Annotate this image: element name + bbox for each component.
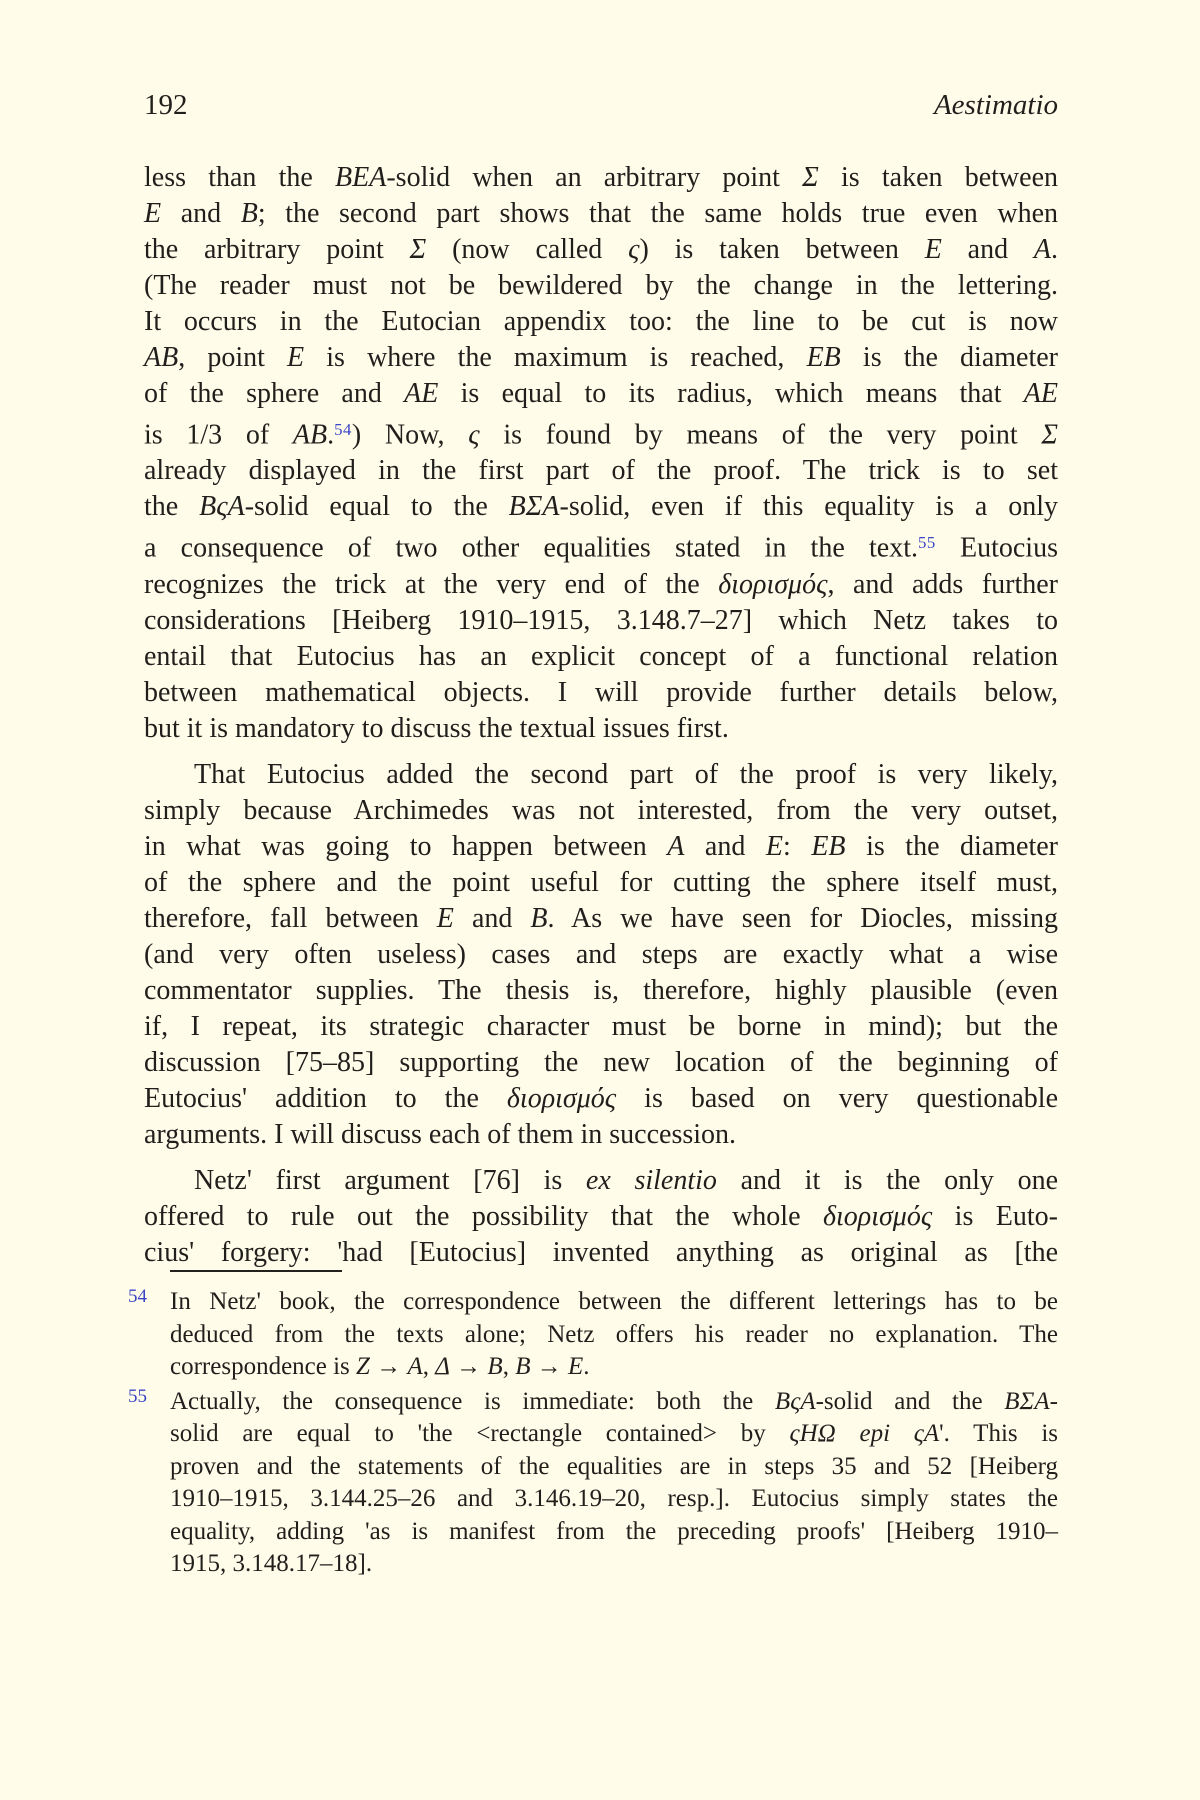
- text-run: ςHΩ: [789, 1420, 836, 1447]
- text-line: [144, 865, 1058, 901]
- text-run: →: [369, 1353, 408, 1380]
- text-line: [144, 1199, 1058, 1235]
- text-line: [144, 567, 1058, 603]
- text-line: [144, 793, 1058, 829]
- text-line: [144, 829, 1058, 865]
- text-run: AE: [404, 378, 439, 409]
- body-text: [144, 160, 1058, 1271]
- text-run: That Eutocius added the second part of the proof is very likely,: [194, 758, 1058, 790]
- footnote-item-54: [128, 1286, 1058, 1384]
- text-line: [144, 1163, 1058, 1199]
- text-line: [144, 160, 1058, 196]
- text-line: [144, 1235, 1058, 1271]
- text-run: ,: [422, 1353, 436, 1380]
- text-line: [170, 1286, 1058, 1319]
- text-line: [144, 901, 1058, 937]
- text-line: [144, 973, 1058, 1009]
- text-run: -: [1049, 1387, 1058, 1415]
- text-line: [144, 196, 1058, 232]
- text-run: , and adds further: [827, 568, 1058, 600]
- text-line: [144, 1081, 1058, 1117]
- text-run: B: [240, 198, 258, 229]
- text-run: (now called: [426, 234, 629, 265]
- footnote-marker-link[interactable]: 54: [128, 1286, 147, 1307]
- text-line: [170, 1483, 1058, 1516]
- text-run: of the sphere and the point useful for cutting the sphere itself must,: [144, 866, 1058, 898]
- text-run: E: [924, 234, 942, 265]
- text-line: [144, 1117, 1058, 1153]
- text-line: [144, 376, 1058, 412]
- text-run: is the diameter: [840, 342, 1059, 373]
- text-run: is equal to its radius, which means that: [438, 378, 1024, 409]
- text-run: proven and the statements of the equalities are in steps 35 and 52 [Heiberg: [170, 1452, 1058, 1480]
- text-line: [144, 1045, 1058, 1081]
- text-line: [144, 304, 1058, 340]
- text-run: :: [783, 830, 812, 862]
- text-run: (The reader must not be bewildered by the change in the lettering.: [144, 270, 1058, 301]
- text-run: 1910–1915, 3.144.25–26 and 3.146.19–20, resp.]. Eutocius simply states the: [170, 1485, 1058, 1512]
- text-run: ς: [468, 419, 480, 451]
- text-run: BΣA: [508, 491, 560, 523]
- text-run: 1915, 3.148.17–18].: [170, 1550, 373, 1577]
- text-run: B: [515, 1353, 531, 1380]
- text-run: E: [287, 342, 305, 373]
- text-run: ; the second part shows that the same holds true even when: [257, 198, 1058, 229]
- text-run: EB: [806, 342, 841, 373]
- text-run: therefore, fall between: [144, 902, 437, 934]
- text-run: διορισμός: [822, 1200, 933, 1232]
- page-header: [144, 88, 1058, 122]
- text-run: ) is taken between: [639, 234, 925, 265]
- text-run: B: [530, 902, 548, 934]
- text-run: between mathematical objects. I will provide further details below,: [144, 676, 1058, 708]
- text-line: [170, 1386, 1058, 1419]
- text-line: [170, 1319, 1058, 1352]
- text-run: less than the: [144, 162, 336, 193]
- text-run: A: [1033, 234, 1052, 265]
- text-run: Δ: [435, 1353, 450, 1380]
- text-line: [144, 639, 1058, 675]
- text-run: ) Now,: [351, 419, 469, 451]
- page-number: 192: [144, 89, 188, 121]
- text-run: in what was going to happen between: [144, 830, 668, 862]
- text-run: simply because Archimedes was not interested, from the very outset,: [144, 794, 1058, 826]
- footnote-text: [170, 1286, 1058, 1384]
- text-run: arguments. I will discuss each of them in succession.: [144, 1118, 737, 1150]
- text-line: [144, 1009, 1058, 1045]
- text-run: is based on very questionable: [616, 1082, 1058, 1114]
- text-run: . As we have seen for Diocles, missing: [547, 902, 1058, 934]
- footnotes-section: [128, 1270, 1059, 1581]
- text-run: -solid when an arbitrary point: [386, 162, 803, 193]
- text-run: and: [161, 198, 241, 229]
- text-run: solid are equal to 'the <rectangle contained> by: [170, 1420, 790, 1447]
- footnote-rule: [170, 1270, 342, 1272]
- text-run: -solid equal to the: [244, 491, 509, 523]
- text-run: →: [449, 1353, 488, 1380]
- text-run: already displayed in the first part of the proof. The trick is to set: [144, 455, 1058, 487]
- text-run: .: [327, 419, 335, 451]
- text-run: cius' forgery: 'had [Eutocius] invented anything as original as [the: [144, 1236, 1058, 1268]
- text-run: and: [453, 902, 531, 934]
- footnote-marker-link[interactable]: 55: [128, 1385, 147, 1407]
- text-run: is taken between: [818, 162, 1058, 193]
- text-run: BςA: [199, 491, 245, 523]
- text-line: [170, 1451, 1058, 1484]
- text-run: Σ: [409, 234, 427, 265]
- text-run: ,: [502, 1353, 516, 1380]
- text-run: [836, 1420, 860, 1447]
- text-run: -solid, even if this equality is a only: [559, 491, 1058, 523]
- text-run: [890, 1420, 914, 1447]
- paragraph-2: [144, 757, 1058, 1153]
- text-run: Eutocius: [935, 532, 1058, 564]
- footnote-ref-link[interactable]: 55: [917, 533, 936, 553]
- text-line: [144, 675, 1058, 711]
- text-run: Eutocius' addition to the: [144, 1082, 507, 1114]
- text-line: [144, 268, 1058, 304]
- text-line: [144, 340, 1058, 376]
- text-run: epi: [859, 1420, 891, 1447]
- text-run: E: [436, 902, 454, 934]
- text-run: Z: [356, 1353, 370, 1380]
- text-line: [144, 711, 1058, 747]
- text-run: ςA: [913, 1420, 940, 1447]
- text-run: recognizes the trick at the very end of the: [144, 568, 719, 600]
- text-line: [144, 232, 1058, 268]
- text-run: Σ: [802, 162, 819, 193]
- text-run: Σ: [1041, 419, 1059, 451]
- text-run: and it is the only one: [716, 1164, 1058, 1196]
- text-run: but it is mandatory to discuss the textual issues first.: [144, 712, 729, 744]
- text-run: and: [941, 234, 1034, 265]
- text-run: and: [684, 830, 766, 862]
- text-run: E: [765, 830, 783, 862]
- text-run: A: [407, 1353, 423, 1380]
- text-run: E: [144, 198, 162, 229]
- text-run: .: [1051, 234, 1059, 265]
- text-run: '. This is: [939, 1420, 1059, 1447]
- text-run: entail that Eutocius has an explicit concept of a functional relation: [144, 640, 1058, 672]
- text-run: διορισμός: [506, 1082, 617, 1114]
- footnote-ref-link[interactable]: 54: [334, 420, 352, 439]
- text-line: [144, 603, 1058, 639]
- text-run: (and very often useless) cases and steps are exactly what a wise: [144, 938, 1058, 970]
- text-run: deduced from the texts alone; Netz offers his reader no explanation. The: [170, 1320, 1058, 1348]
- text-run: AB: [144, 342, 179, 373]
- footnote-text: [170, 1386, 1058, 1581]
- text-run: ς: [628, 234, 640, 265]
- text-line: [144, 412, 1058, 453]
- text-run: →: [530, 1353, 568, 1380]
- text-run: is the diameter: [845, 830, 1059, 862]
- text-run: is Euto-: [932, 1200, 1058, 1232]
- text-run: διορισμός: [718, 568, 828, 600]
- text-run: of the sphere and: [144, 378, 405, 409]
- text-line: [144, 453, 1058, 489]
- text-line: [170, 1418, 1058, 1451]
- text-run: It occurs in the Eutocian appendix too: the line to be cut is now: [144, 306, 1058, 337]
- text-run: considerations [Heiberg 1910–1915, 3.148.7–27] which Netz takes to: [144, 604, 1058, 636]
- footnote-item-55: [128, 1385, 1059, 1581]
- text-run: In Netz' book, the correspondence between the different letterings has to be: [170, 1288, 1058, 1315]
- text-run: the: [144, 491, 200, 523]
- text-run: AB: [292, 419, 328, 451]
- text-line: [144, 757, 1058, 793]
- text-line: [144, 937, 1058, 973]
- text-run: A: [667, 830, 685, 862]
- text-line: [170, 1548, 1058, 1581]
- text-run: ex silentio: [585, 1164, 717, 1196]
- text-run: Netz' first argument [76] is: [194, 1164, 586, 1196]
- text-run: -solid and the: [815, 1387, 1005, 1415]
- text-run: BΣA: [1004, 1387, 1050, 1415]
- journal-title: Aestimatio: [933, 89, 1058, 121]
- text-run: discussion [75–85] supporting the new location of the beginning of: [144, 1046, 1058, 1078]
- text-run: EB: [811, 830, 846, 862]
- text-run: B: [487, 1353, 503, 1380]
- text-run: offered to rule out the possibility that the whole: [144, 1200, 823, 1232]
- text-line: [144, 525, 1058, 566]
- text-run: a consequence of two other equalities stated in the text.: [144, 532, 918, 564]
- text-run: BEA: [335, 162, 387, 193]
- text-run: equality, adding 'as is manifest from the preceding proofs' [Heiberg 1910–: [170, 1517, 1058, 1545]
- text-run: is 1/3 of: [144, 419, 293, 451]
- paragraph-3: [144, 1163, 1058, 1271]
- text-line: [144, 489, 1058, 525]
- text-run: is where the maximum is reached,: [304, 342, 807, 373]
- text-line: [170, 1351, 1058, 1384]
- text-run: E: [567, 1353, 584, 1380]
- text-run: if, I repeat, its strategic character must be borne in mind); but the: [144, 1010, 1058, 1042]
- text-run: AE: [1023, 378, 1058, 409]
- text-run: , point: [178, 342, 288, 373]
- text-run: Actually, the consequence is immediate: both the: [170, 1387, 775, 1415]
- text-run: .: [583, 1353, 590, 1380]
- text-run: correspondence is: [170, 1353, 357, 1380]
- text-run: commentator supplies. The thesis is, therefore, highly plausible (even: [144, 974, 1058, 1006]
- text-run: BςA: [774, 1387, 816, 1415]
- text-run: the arbitrary point: [144, 234, 410, 265]
- paragraph-1: [144, 160, 1058, 747]
- text-line: [170, 1516, 1058, 1549]
- text-run: is found by means of the very point: [479, 419, 1042, 451]
